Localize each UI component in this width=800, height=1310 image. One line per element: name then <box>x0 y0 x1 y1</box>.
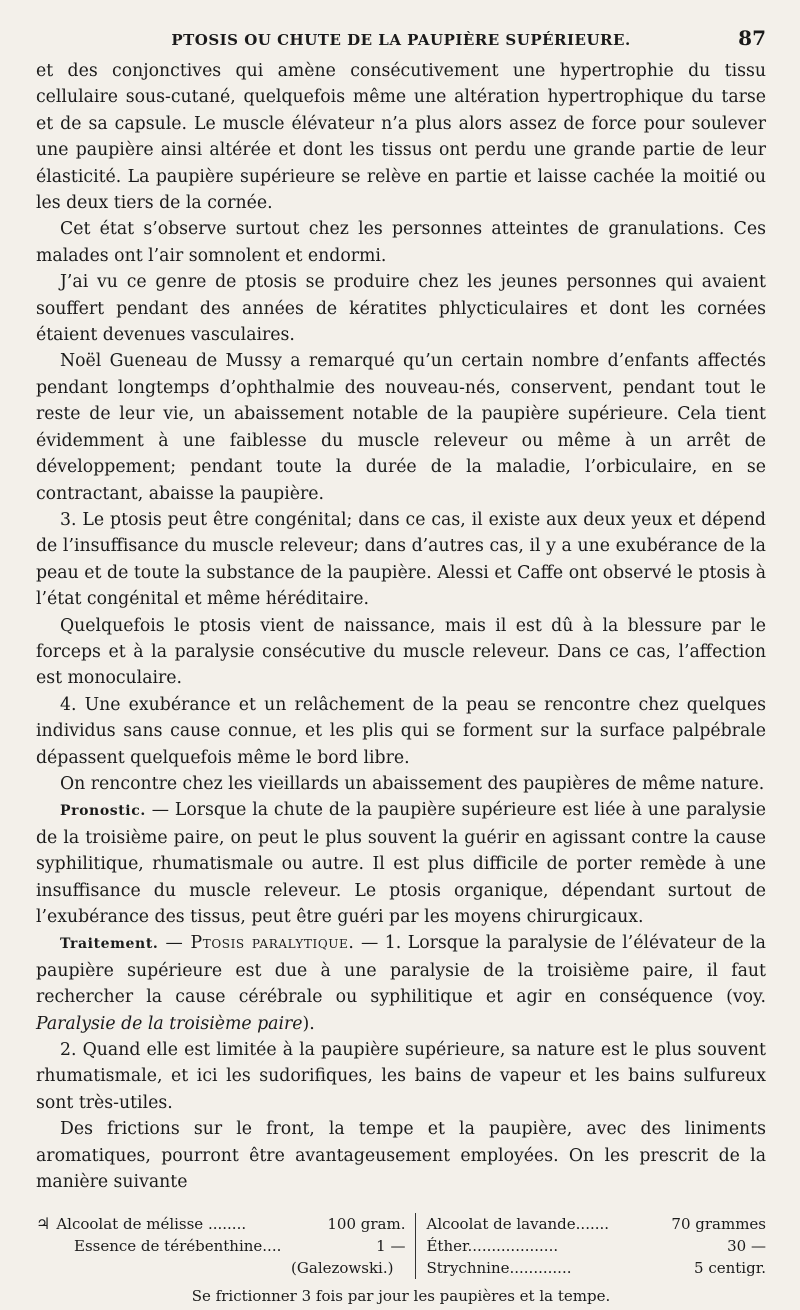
prescription-line <box>36 1213 405 1235</box>
paragraph: 4. Une exubérance et un relâchement de la peau se rencontre chez quelques individus sans cause connue, et les plis qui se forment sur la surface palpébrale dépassent quelquefois même le bord libre. <box>36 694 766 768</box>
ingredient-name: Strychnine............. <box>426 1259 572 1278</box>
paragraph: Cet état s’observe surtout chez les personnes atteintes de granulations. Ces malades ont l’air somnolent et endormi. <box>36 219 766 266</box>
paragraph-text: — Lorsque la chute de la paupière supérieure est liée à une paralysie de la troisième paire, on peut le plus souvent la guérir en agissant contre la cause syphilitique, rhumatismale ou autre. Il est plus difficile de porter remède à une insuffisance du muscle releveur. Le ptosis organique, dépendant surtout de l’exubérance des tissus, peut être guéri par les moyens chirurgicaux. <box>36 800 766 927</box>
prescription-line <box>36 1235 405 1257</box>
ingredient-quantity: 1 — <box>376 1237 406 1256</box>
ingredient-name: Alcoolat de lavande....... <box>426 1215 610 1234</box>
paragraph: et des conjonctives qui amène consécutivement une hypertrophie du tissu cellulaire sous-cutané, quelquefois même une altération hypertrophique du tarse et de sa capsule. Le muscle élévateur n’a plus alors assez de force pour soulever une paupière ainsi altérée et dont les tissus ont perdu une grande partie de leur élasticité. La paupière supérieure se relève en partie et laisse cachée la moitié ou les deux tiers de la cornée. <box>36 61 766 214</box>
cross-reference: Paralysie de la troisième paire <box>36 1013 303 1034</box>
prescription <box>36 1213 766 1279</box>
paragraph: On rencontre chez les vieillards un abaissement des paupières de même nature. <box>60 773 765 794</box>
page-number: 87 <box>738 26 766 50</box>
paragraph: Des frictions sur le front, la tempe et la paupière, avec des liniments aromatiques, pourront être avantageusement employées. On les prescrit de la manière suivante <box>36 1119 766 1193</box>
paragraph-text: ). <box>302 1013 315 1034</box>
paragraph: 3. Le ptosis peut être congénital; dans ce cas, il existe aux deux yeux et dépend de l’insuffisance du muscle releveur; dans d’autres cas, il y a une exubérance de la peau et de toute la substance de la paupière. Alessi et Caffe ont observé le ptosis à l’état congénital et même héréditaire. <box>36 509 766 610</box>
prescription-line <box>426 1235 766 1257</box>
paragraph-text: — 1. Lorsque la paralysie de l’élévateur de la paupière supérieure est due à une paralysie de la troisième paire, il faut rechercher la cause cérébrale ou syphilitique et agir en conséquence (voy. <box>36 933 766 1008</box>
prescription-line <box>426 1213 766 1235</box>
ingredient-quantity: 5 centigr. <box>694 1259 766 1278</box>
section-heading: Traitement. <box>60 936 159 953</box>
ingredient-quantity: 30 — <box>727 1237 766 1256</box>
prescription-line <box>426 1257 766 1279</box>
recipe-symbol-icon: ♃ <box>36 1214 51 1234</box>
ingredient-quantity: 100 gram. <box>327 1215 406 1234</box>
page-header <box>36 26 766 58</box>
ingredient-name: Alcoolat de mélisse ........ <box>56 1215 247 1234</box>
running-head: PTOSIS OU CHUTE DE LA PAUPIÈRE SUPÉRIEURE. <box>171 31 631 49</box>
prescription-instructions: Se frictionner 3 fois par jour les paupières et la tempe. <box>191 1287 611 1306</box>
paragraph: Noël Gueneau de Mussy a remarqué qu’un certain nombre d’enfants affectés pendant longtemps d’ophthalmie des nouveau-nés, conservent, pendant tout le reste de leur vie, un abaissement notable de la paupière supérieure. Cela tient évidemment à une faiblesse du muscle releveur ou même à un arrêt de développement; pendant toute la durée de la maladie, l’orbiculaire, en se contractant, abaisse la paupière. <box>36 351 766 504</box>
paragraph: Quelquefois le ptosis vient de naissance, mais il est dû à la blessure par le forceps et à la paralysie consécutive du muscle releveur. Dans ce cas, l’affection est monoculaire. <box>36 615 766 689</box>
paragraph: 2. Quand elle est limitée à la paupière supérieure, sa nature est le plus souvent rhumatismale, et ici les sudorifiques, les bains de vapeur et les bains sulfureux sont très-utiles. <box>36 1040 766 1113</box>
section-heading: Pronostic. <box>60 803 146 820</box>
ingredient-name: Éther................... <box>426 1237 559 1256</box>
subsection-heading: — Ptosis paralytique. <box>158 933 355 954</box>
ingredient-name: Essence de térébenthine.... <box>74 1237 282 1256</box>
page <box>36 26 766 1305</box>
prescription-right-column <box>416 1213 766 1279</box>
ingredient-quantity: 70 grammes <box>671 1215 766 1234</box>
pronostic-paragraph <box>36 797 766 930</box>
traitement-paragraph <box>36 930 766 1037</box>
body-text <box>36 58 766 1195</box>
prescription-left-column <box>36 1213 416 1279</box>
prescription-credit: (Galezowski.) <box>291 1259 394 1278</box>
paragraph: J’ai vu ce genre de ptosis se produire chez les jeunes personnes qui avaient souffert pendant des années de kératites phlycticulaires et dont les cornées étaient devenues vasculaires. <box>36 272 766 346</box>
